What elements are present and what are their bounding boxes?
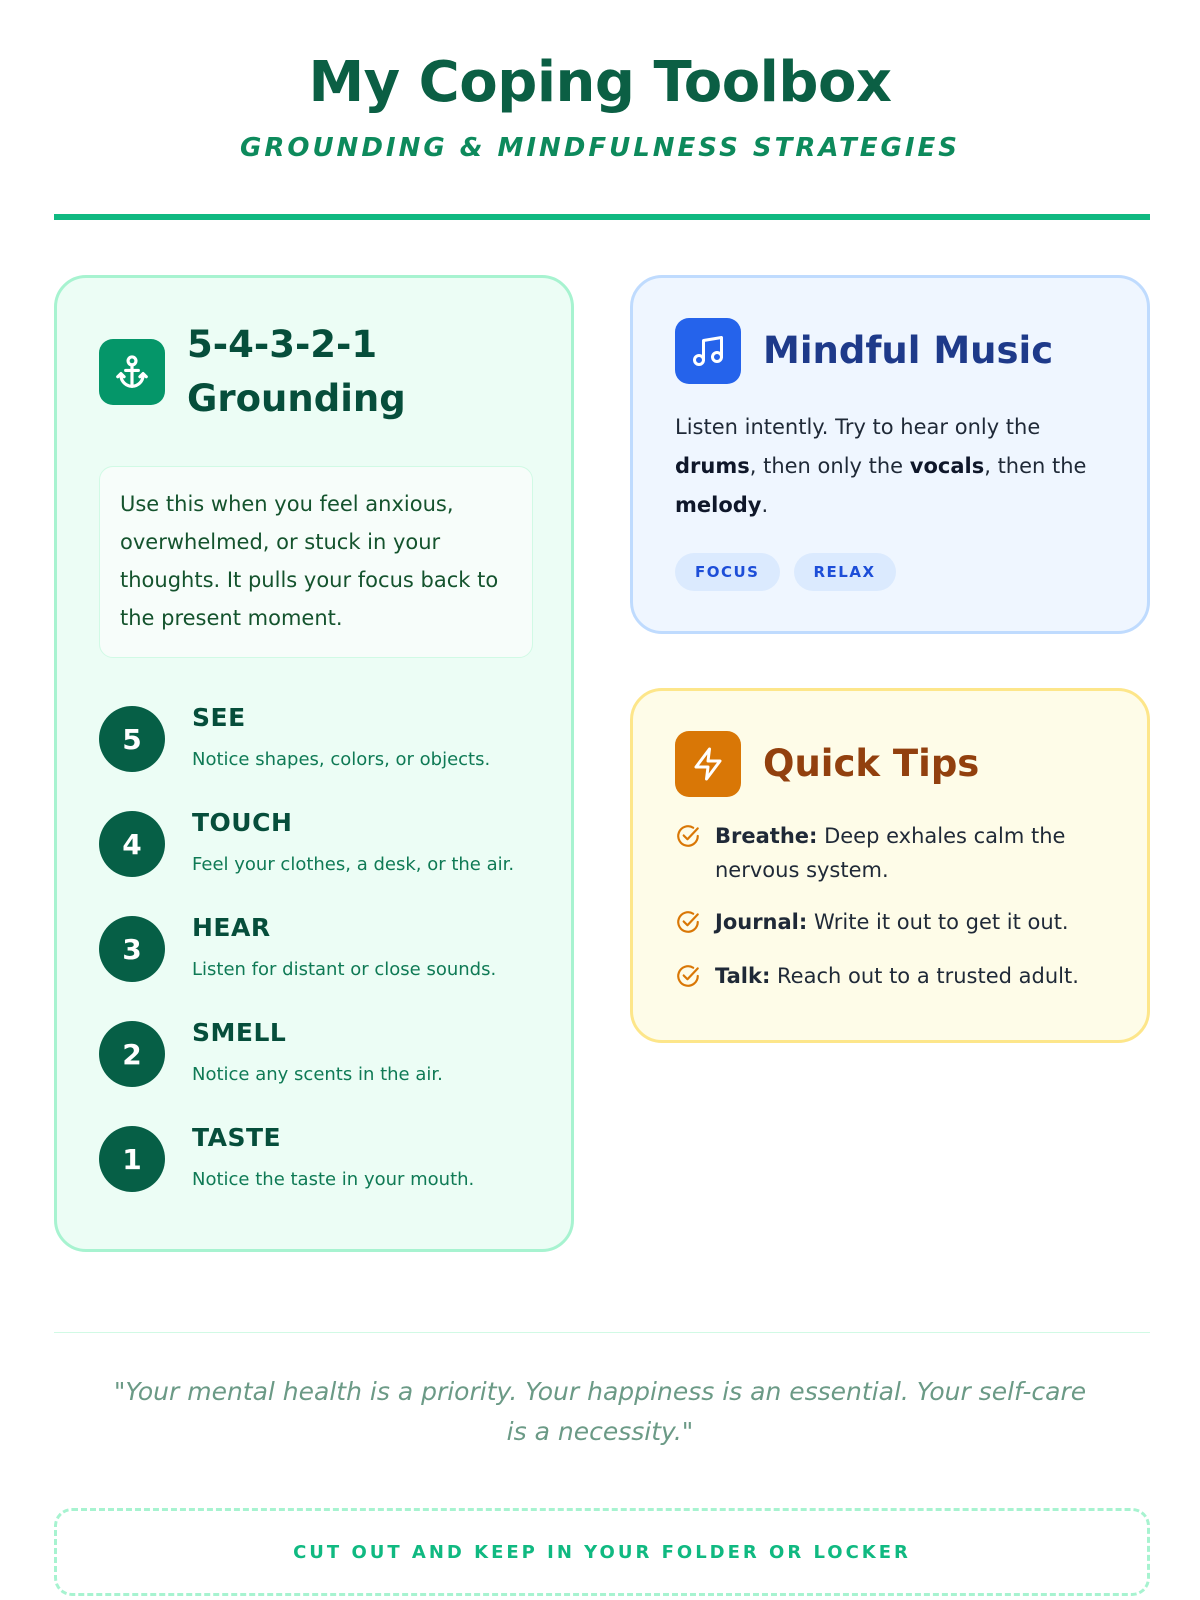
- music-title: Mindful Music: [763, 329, 1054, 372]
- step-number-badge: 3: [99, 916, 165, 982]
- grounding-step: [99, 1123, 539, 1213]
- step-label: SMELL: [192, 1018, 287, 1047]
- music-tags: [675, 553, 910, 591]
- step-description: Notice any scents in the air.: [192, 1064, 443, 1085]
- step-number-badge: 1: [99, 1126, 165, 1192]
- tag-relax: RELAX: [794, 553, 896, 591]
- grounding-title: 5-4-3-2-1 Grounding: [187, 323, 406, 420]
- music-note-icon: [675, 318, 741, 384]
- music-text-part: Listen intently. Try to hear only the: [675, 415, 1041, 439]
- music-emphasis-drums: drums: [675, 454, 750, 478]
- music-text-part: , then the: [984, 454, 1087, 478]
- grounding-step: [99, 808, 539, 898]
- tip-label: Talk:: [715, 964, 771, 988]
- lightning-icon: [675, 731, 741, 797]
- step-description: Notice the taste in your mouth.: [192, 1169, 475, 1190]
- tag-focus: FOCUS: [675, 553, 780, 591]
- grounding-step: [99, 703, 539, 793]
- step-number-badge: 2: [99, 1021, 165, 1087]
- footer-quote: "Your mental health is a priority. Your happiness is an essential. Your self-care is a necessity.": [113, 1377, 1087, 1446]
- tips-title: Quick Tips: [763, 742, 980, 785]
- grounding-step: [99, 913, 539, 1003]
- check-circle-icon: [675, 819, 703, 853]
- tip-item: [675, 905, 1115, 939]
- step-description: Notice shapes, colors, or objects.: [192, 749, 491, 770]
- cutout-banner: CUT OUT AND KEEP IN YOUR FOLDER OR LOCKER: [54, 1508, 1150, 1596]
- header-divider: [54, 214, 1150, 220]
- tip-body: Deep exhales calm the nervous system.: [715, 824, 1066, 882]
- page-title: My Coping Toolbox: [308, 50, 892, 115]
- music-emphasis-melody: melody: [675, 493, 762, 517]
- step-label: TASTE: [192, 1123, 282, 1152]
- tip-label: Breathe:: [715, 824, 818, 848]
- grounding-intro: Use this when you feel anxious, overwhelmed, or stuck in your thoughts. It pulls your focus back to the present moment.: [99, 466, 533, 658]
- step-description: Listen for distant or close sounds.: [192, 959, 497, 980]
- anchor-icon: [99, 339, 165, 405]
- quick-tips-card: [630, 688, 1150, 1043]
- page-subtitle: GROUNDING & MINDFULNESS STRATEGIES: [239, 133, 960, 163]
- mindful-music-card: [630, 275, 1150, 634]
- step-label: HEAR: [192, 913, 271, 942]
- tip-body: Reach out to a trusted adult.: [770, 964, 1079, 988]
- grounding-card-header: [99, 318, 487, 426]
- step-number-badge: 5: [99, 706, 165, 772]
- grounding-card: [54, 275, 574, 1252]
- grounding-step: [99, 1018, 539, 1108]
- music-emphasis-vocals: vocals: [909, 454, 985, 478]
- check-circle-icon: [675, 905, 703, 939]
- tip-item: [675, 819, 1115, 887]
- tip-text: [715, 959, 1079, 993]
- music-text-part: .: [761, 493, 769, 517]
- music-text-part: , then only the: [749, 454, 910, 478]
- step-description: Feel your clothes, a desk, or the air.: [192, 854, 515, 875]
- tips-card-header: [675, 731, 979, 797]
- music-card-header: [675, 318, 1053, 384]
- step-label: SEE: [192, 703, 246, 732]
- step-label: TOUCH: [192, 808, 293, 837]
- page-header: [0, 50, 1200, 163]
- tip-item: [675, 959, 1115, 993]
- step-number-badge: 4: [99, 811, 165, 877]
- tip-text: [715, 819, 1115, 887]
- music-description: [675, 408, 1115, 525]
- tip-label: Journal:: [715, 910, 808, 934]
- footer-divider: [54, 1332, 1150, 1333]
- check-circle-icon: [675, 959, 703, 993]
- tip-body: Write it out to get it out.: [807, 910, 1069, 934]
- tip-text: [715, 905, 1069, 939]
